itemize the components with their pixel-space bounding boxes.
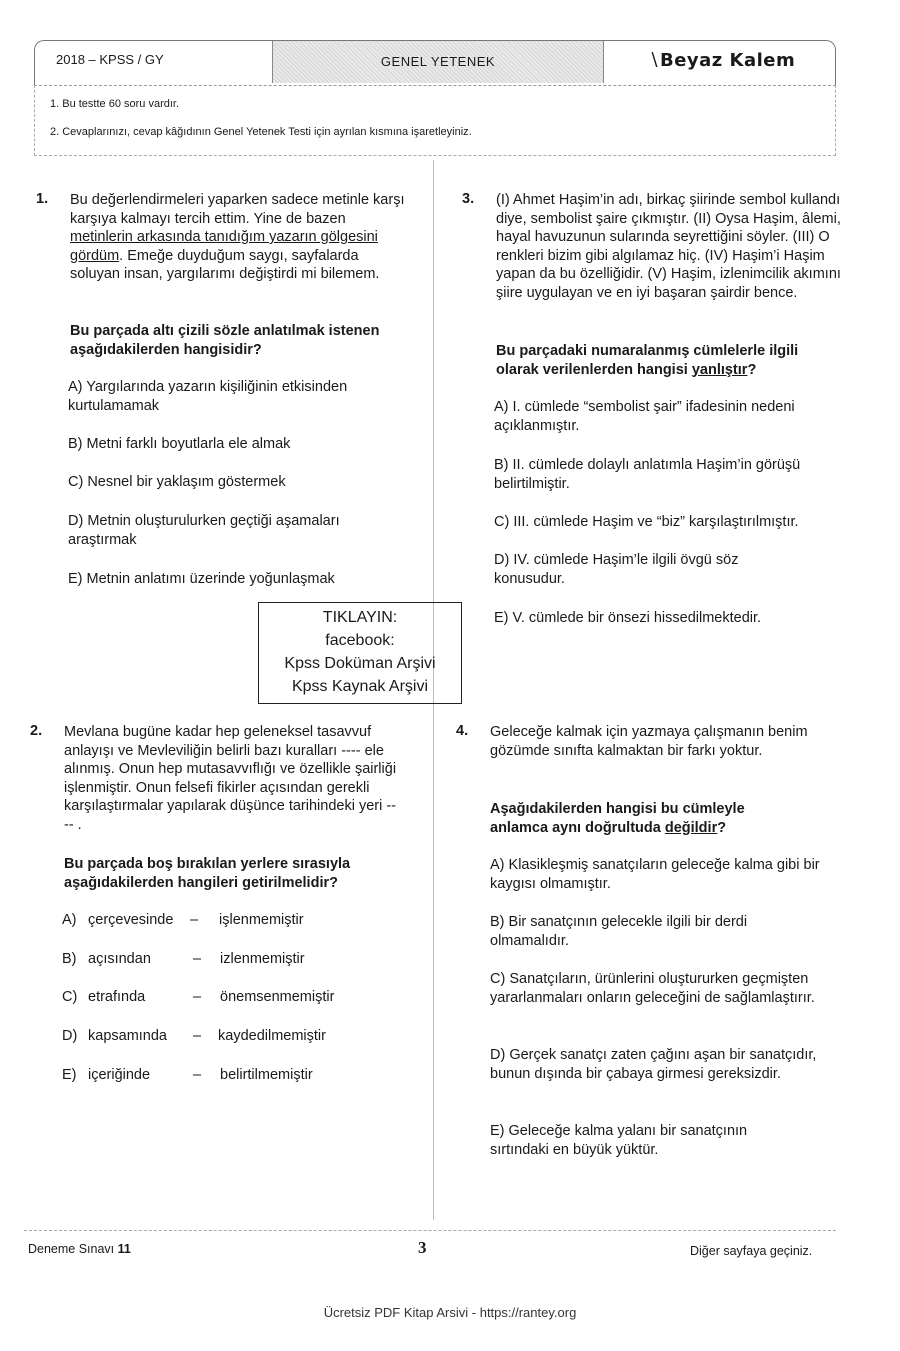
q1-text-end: . Emeğe duyduğum saygı, sayfalarda soluyan insan, yargılarımı değiştirdi mi bilemem. — [70, 247, 380, 282]
footer-exam-name: Deneme Sınavı — [28, 1242, 115, 1256]
option-dash: – — [190, 912, 199, 928]
option-first: açısından — [88, 951, 151, 967]
footer-exam-label — [28, 1242, 131, 1256]
q4-option-d[interactable]: D) Gerçek sanatçı zaten çağını aşan bir sanatçıdır, bunun dışında bir çabaya girmesi gereksizdir. — [490, 1047, 817, 1082]
page-number: 3 — [418, 1238, 427, 1257]
q3-stem-end: ? — [747, 361, 757, 378]
question-3-stem — [496, 342, 836, 379]
footer-source: Ücretsiz PDF Kitap Arsivi - https://rantey.org — [323, 1305, 577, 1320]
option-dash: – — [193, 1067, 202, 1083]
option-letter: D) — [62, 1028, 78, 1044]
q1-option-d[interactable]: D) Metnin oluşturulurken geçtiği aşamaları araştırmak — [68, 513, 340, 548]
brand-name: Beyaz Kalem — [659, 50, 796, 71]
option-first: içeriğinde — [88, 1067, 151, 1083]
question-number: 1. — [36, 191, 49, 207]
option-dash: – — [193, 989, 202, 1005]
q3-option-d[interactable]: D) IV. cümlede Haşim’le ilgili övgü söz konusudur. — [494, 552, 739, 587]
q1-option-c[interactable]: C) Nesnel bir yaklaşım göstermek — [68, 474, 286, 490]
q1-text-start: Bu değerlendirmeleri yaparken sadece metinle karşı karşıya kalmayı tercih ettim. Yine de bazen — [70, 192, 405, 227]
q4-stem-start: Aşağıdakilerden hangisi bu cümleyle anlamca aynı doğrultuda — [490, 801, 745, 836]
promo-box — [258, 602, 462, 704]
q1-option-e[interactable]: E) Metnin anlatımı üzerinde yoğunlaşmak — [68, 571, 335, 587]
q4-option-a[interactable]: A) Klasikleşmiş sanatçıların geleceğe kalma gibi bir kaygısı olmamıştır. — [490, 857, 820, 892]
q4-stem-underlined: değildir — [664, 819, 718, 836]
footer-divider — [24, 1230, 836, 1231]
q2-option-e[interactable] — [62, 1066, 313, 1085]
q4-option-c[interactable]: C) Sanatçıların, ürünlerini oluştururken geçmişten yararlanmaları onların geleceğini de sağlamlaştırır. — [490, 971, 815, 1006]
q2-option-c[interactable] — [62, 988, 335, 1007]
question-4-text: Geleceğe kalmak için yazmaya çalışmanın benim gözümde sınıfta kalmaktan bir farkı yoktur. — [490, 724, 808, 759]
q2-option-b[interactable] — [62, 950, 305, 969]
instructions-frame — [34, 85, 836, 156]
q3-stem-start: Bu parçadaki numaralanmış cümlelerle ilgili olarak verilenlerden hangisi — [496, 343, 799, 378]
option-letter: C) — [62, 989, 78, 1005]
q1-option-a[interactable]: A) Yargılarında yazarın kişiliğinin etkisinden kurtulamamak — [68, 379, 348, 414]
header-title-band — [272, 41, 604, 83]
footer-next-page: Diğer sayfaya geçiniz. — [690, 1244, 813, 1258]
instruction-1: 1. Bu testte 60 soru vardır. — [50, 98, 180, 110]
q3-option-c[interactable]: C) III. cümlede Haşim ve “biz” karşılaştırılmıştır. — [494, 514, 799, 530]
promo-line: Kpss Doküman Arşivi — [284, 655, 436, 672]
option-first: etrafında — [88, 989, 146, 1005]
q2-option-d[interactable] — [62, 1027, 326, 1046]
q3-stem-underlined: yanlıştır — [691, 361, 748, 378]
option-letter: B) — [62, 951, 77, 967]
brand-logo: ∖Beyaz Kalem — [648, 50, 796, 71]
q4-stem-end: ? — [717, 819, 727, 836]
question-4-stem — [490, 800, 790, 837]
option-second: önemsenmemiştir — [220, 989, 335, 1005]
option-second: belirtilmemiştir — [220, 1067, 313, 1083]
footer-exam-number: 11 — [117, 1242, 131, 1256]
option-first: kapsamında — [88, 1028, 167, 1044]
question-2-stem: Bu parçada boş bırakılan yerlere sırasıyla aşağıdakilerden hangileri getirilmelidir? — [64, 856, 351, 891]
promo-line: facebook: — [325, 632, 395, 649]
option-dash: – — [193, 951, 202, 967]
question-number: 4. — [456, 723, 469, 739]
q1-underlined: metinlerin arkasında tanıdığım yazarın gölgesini gördüm — [70, 229, 378, 264]
q4-option-e[interactable]: E) Geleceğe kalma yalanı bir sanatçının sırtındaki en büyük yüktür. — [490, 1123, 748, 1158]
q3-option-e[interactable]: E) V. cümlede bir önsezi hissedilmektedir. — [494, 610, 762, 626]
question-number: 2. — [30, 723, 43, 739]
q4-option-b[interactable]: B) Bir sanatçının gelecekle ilgili bir derdi olmamalıdır. — [490, 914, 748, 949]
option-letter: E) — [62, 1067, 77, 1083]
header-title: GENEL YETENEK — [380, 54, 496, 69]
q3-option-a[interactable]: A) I. cümlede “sembolist şair” ifadesinin nedeni açıklanmıştır. — [494, 399, 795, 434]
option-second: izlenmemiştir — [220, 951, 305, 967]
question-number: 3. — [462, 191, 475, 207]
option-dash: – — [193, 1028, 202, 1044]
q2-option-a[interactable] — [62, 911, 304, 930]
question-1-stem: Bu parçada altı çizili sözle anlatılmak istenen aşağıdakilerden hangisidir? — [70, 323, 380, 358]
instruction-2: 2. Cevaplarınızı, cevap kâğıdının Genel Yetenek Testi için ayrılan kısmına işaretleyiniz. — [50, 126, 472, 138]
promo-line: Kpss Kaynak Arşivi — [291, 678, 429, 695]
question-3-text: (I) Ahmet Haşim’in adı, birkaç şiirinde sembol kullandı diye, sembolist şaire çıkmıştır. (II) Oysa Haşim, âlemi, hayal havuzunun sularında seyrettiğini söyler. (III) O renkleri bizim gibi algılamaz hiç. (IV) Haşim’i Haşim yapan da bu özelliğidir. (V) Haşim, izlenimcilik akımını şiire uygulayan ve en iyi başaran şairdir bence. — [496, 192, 841, 301]
header-exam-label: 2018 – KPSS / GY — [56, 52, 164, 67]
promo-line: TIKLAYIN: — [322, 609, 398, 626]
question-1-text — [70, 191, 405, 284]
question-2-text: Mevlana bugüne kadar hep geleneksel tasavvuf anlayışı ve Mevleviliğin belirli bazı kuralları ---- ele alınmış. Onun hep mutasavvıflığı ve özellikle şairliği işlenmiştir. Onun felsefi fikirler açısından gerekli karşılaştırmalar yapılarak düşünce tarihindeki yeri ---- . — [64, 724, 397, 833]
option-second: kaydedilmemiştir — [218, 1028, 326, 1044]
option-letter: A) — [62, 912, 77, 928]
q1-option-b[interactable]: B) Metni farklı boyutlarla ele almak — [68, 436, 291, 452]
option-first: çerçevesinde — [88, 912, 174, 928]
q3-option-b[interactable]: B) II. cümlede dolaylı anlatımla Haşim’in görüşü belirtilmiştir. — [494, 457, 801, 492]
option-second: işlenmemiştir — [219, 912, 304, 928]
